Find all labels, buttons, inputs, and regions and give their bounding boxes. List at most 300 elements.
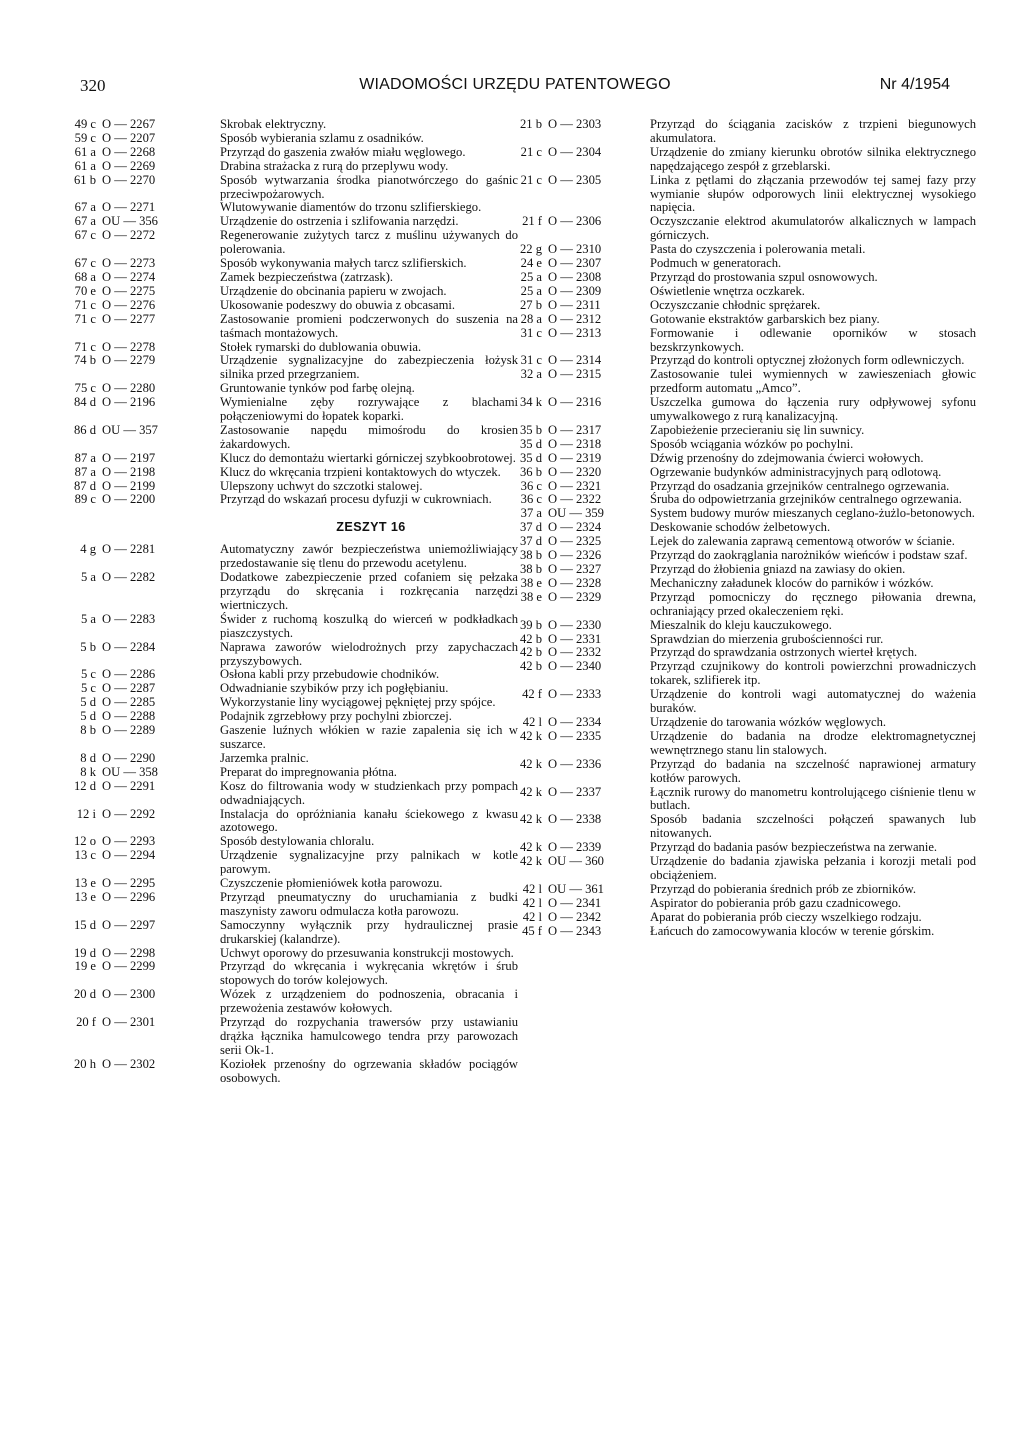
patent-code: O — 2324	[548, 520, 602, 535]
patent-description: Regenerowanie zużytych tarcz z muślinu używanych do polerowania.	[220, 228, 518, 257]
patent-entry	[512, 396, 980, 424]
patent-class: 35 d	[519, 450, 542, 465]
patent-class: 32 a	[520, 367, 542, 382]
entry-number	[52, 215, 220, 229]
patent-description: Urządzenie sygnalizacyjne przy palnikach w kotle parowym.	[220, 848, 518, 877]
patent-code: O — 2289	[102, 723, 156, 738]
patent-class: 5 b	[80, 639, 96, 654]
patent-class: 42 k	[519, 784, 542, 799]
patent-entry	[512, 633, 980, 647]
patent-description: Wykorzystanie liny wyciągowej pękniętej przy spójce.	[220, 695, 496, 710]
entry-number	[52, 313, 220, 327]
patent-class: 84 d	[73, 395, 96, 410]
patent-code: OU — 358	[102, 764, 158, 779]
patent-entry	[512, 758, 980, 786]
patent-entry	[52, 146, 522, 160]
patent-code: O — 2304	[548, 144, 602, 159]
entry-number	[512, 299, 650, 313]
patent-description: Uszczelka gumowa do łączenia rury odpływowej syfonu umywalkowego z rurą kanalizacyjną.	[650, 395, 976, 424]
patent-class: 42 b	[519, 645, 542, 660]
patent-description: Łącznik rurowy do manometru kontrolującego ciśnienie tlenu w butlach.	[650, 784, 976, 813]
patent-class: 13 c	[74, 848, 96, 863]
patent-entry	[512, 716, 980, 730]
patent-entry	[512, 897, 980, 911]
patent-code: O — 2340	[548, 659, 602, 674]
patent-entry	[52, 988, 522, 1016]
patent-class: 37 d	[519, 520, 542, 535]
patent-class: 34 k	[519, 395, 542, 410]
patent-description: Przyrząd do badania na szczelność naprawionej armatury kotłów parowych.	[650, 756, 976, 785]
entry-number	[52, 271, 220, 285]
patent-description: Urządzenie do ostrzenia i szlifowania narzędzi.	[220, 214, 459, 229]
patent-code: O — 2326	[548, 548, 602, 563]
patent-class: 38 b	[519, 562, 542, 576]
patent-code: O — 2294	[102, 848, 156, 863]
patent-class: 20 d	[73, 987, 96, 1002]
entry-number	[52, 752, 220, 766]
entry-number	[52, 849, 220, 863]
patent-class: 5 c	[80, 681, 96, 696]
patent-entry	[52, 466, 522, 480]
patent-class: 42 b	[519, 631, 542, 646]
patent-code: O — 2287	[102, 681, 156, 696]
patent-description: Oświetlenie wnętrza oczkarek.	[650, 283, 805, 298]
entry-number	[52, 543, 220, 557]
patent-entry	[52, 493, 522, 507]
patent-class: 36 c	[520, 492, 542, 507]
entry-number	[512, 535, 650, 549]
patent-description: Aparat do pobierania prób cieczy wszelkiego rodzaju.	[650, 909, 922, 924]
entry-number	[52, 988, 220, 1002]
entry-number	[512, 577, 650, 591]
entry-number	[512, 591, 650, 605]
entry-number	[52, 452, 220, 466]
patent-code: O — 2342	[548, 909, 602, 924]
entry-number	[512, 271, 650, 285]
entry-number	[512, 813, 650, 827]
patent-description: Naprawa zaworów wielodrożnych przy zapychaczach przyszybowych.	[220, 639, 518, 668]
patent-code: O — 2339	[548, 840, 602, 855]
patent-code: O — 2280	[102, 381, 156, 396]
patent-description: Wózek z urządzeniem do podnoszenia, obracania i przewożenia zestawów kołowych.	[220, 987, 518, 1016]
patent-entry	[512, 730, 980, 758]
patent-description: Drabina strażacka z rurą do przeplywu wody.	[220, 158, 449, 173]
patent-description: Kosz do filtrowania wody w studzienkach przy pompach odwadniających.	[220, 778, 518, 807]
entry-number	[52, 480, 220, 494]
patent-description: Przyrząd czujnikowy do kontroli powierzchni prowadniczych tokarek, szlifierek itp.	[650, 659, 976, 688]
left-column	[52, 118, 522, 1086]
entry-number	[52, 613, 220, 627]
left-entries-list	[52, 118, 522, 507]
patent-class: 42 k	[519, 812, 542, 827]
patent-code: O — 2335	[548, 728, 602, 743]
patent-class: 42 l	[522, 714, 542, 729]
patent-class: 74 b	[73, 353, 96, 368]
patent-description: Zastosowanie napędu mimośrodu do krosien żakardowych.	[220, 422, 518, 451]
patent-class: 31 c	[520, 353, 542, 368]
entry-number	[52, 947, 220, 961]
entry-number	[52, 382, 220, 396]
patent-description: Gruntowanie tynków pod farbę olejną.	[220, 381, 415, 396]
patent-description: Przyrząd do żłobienia gniazd na zawiasy do okien.	[650, 562, 906, 576]
section-heading: ZESZYT 16	[336, 520, 406, 535]
patent-code: O — 2301	[102, 1015, 156, 1030]
entry-number	[52, 118, 220, 132]
patent-entry	[52, 668, 522, 682]
patent-class: 42 l	[522, 909, 542, 924]
entry-number	[52, 1016, 220, 1030]
patent-class: 25 a	[520, 269, 542, 284]
patent-entry	[52, 724, 522, 752]
entry-number	[512, 493, 650, 507]
patent-class: 42 k	[519, 854, 542, 869]
patent-description: Oczyszczanie elektrod akumulatorów alkalicznych w lampach górniczych.	[650, 214, 976, 243]
patent-description: Przyrząd do kontroli optycznej złożonych form odlewniczych.	[650, 353, 965, 368]
entry-number	[52, 424, 220, 438]
patent-class: 36 c	[520, 478, 542, 493]
patent-class: 71 c	[74, 339, 96, 354]
patent-code: O — 2319	[548, 450, 602, 465]
entry-number	[512, 521, 650, 535]
patent-class: 42 l	[522, 895, 542, 910]
patent-description: Podmuch w generatorach.	[650, 256, 782, 271]
patent-class: 68 a	[74, 269, 96, 284]
patent-class: 13 e	[74, 889, 96, 904]
patent-description: Samoczynny wyłącznik przy hydraulicznej prasie drukarskiej (kalandrze).	[220, 917, 518, 946]
patent-code: O — 2334	[548, 714, 602, 729]
patent-description: Sposób destylowania chloralu.	[220, 834, 375, 849]
entry-number	[512, 911, 650, 925]
entry-number	[52, 285, 220, 299]
patent-code: O — 2199	[102, 478, 156, 493]
patent-class: 13 e	[74, 876, 96, 891]
entry-number	[52, 354, 220, 368]
patent-code: O — 2298	[102, 945, 156, 960]
patent-code: O — 2303	[548, 117, 602, 131]
patent-entry	[512, 215, 980, 243]
patent-class: 5 a	[80, 611, 96, 626]
patent-entry	[512, 925, 980, 939]
patent-description: Podajnik zgrzebłowy przy pochylni zbiorczej.	[220, 709, 452, 724]
patent-description: Uchwyt oporowy do przesuwania konstrukcji mostowych.	[220, 945, 514, 960]
patent-class: 15 d	[73, 917, 96, 932]
patent-entry	[512, 354, 980, 368]
patent-entry	[512, 521, 980, 535]
entry-number	[512, 688, 650, 702]
entry-number	[512, 174, 650, 188]
patent-code: O — 2200	[102, 492, 156, 507]
patent-entry	[512, 549, 980, 563]
patent-class: 38 b	[519, 548, 542, 563]
entry-number	[512, 619, 650, 633]
entry-number	[512, 327, 650, 341]
entry-number	[52, 146, 220, 160]
entry-number	[52, 808, 220, 822]
patent-entry	[512, 591, 980, 619]
patent-description: Przyrząd do osadzania grzejników centralnego ogrzewania.	[650, 478, 950, 493]
patent-code: O — 2313	[548, 325, 602, 340]
patent-entry	[52, 891, 522, 919]
patent-class: 42 k	[519, 756, 542, 771]
patent-description: Urządzenie do badania na drodze elektromagnetycznej wewnętrznego stanu lin stalowych.	[650, 728, 976, 757]
patent-class: 28 a	[520, 311, 542, 326]
patent-entry	[52, 1016, 522, 1058]
patent-description: Śruba do odpowietrzania grzejników centralnego ogrzewania.	[650, 492, 962, 507]
entry-number	[52, 493, 220, 507]
patent-class: 42 b	[519, 659, 542, 674]
patent-code: O — 2296	[102, 889, 156, 904]
patent-description: Zapobieżenie przecieraniu się lin suwnicy.	[650, 422, 865, 437]
patent-entry	[52, 543, 522, 571]
patent-description: Przyrząd do badania pasów bezpieczeństwa na zerwanie.	[650, 840, 938, 855]
patent-description: Sprawdzian do mierzenia grubościenności rur.	[650, 631, 884, 646]
patent-entry	[512, 438, 980, 452]
patent-class: 37 a	[520, 506, 542, 521]
patent-code: O — 2276	[102, 297, 156, 312]
patent-class: 38 e	[520, 575, 542, 590]
patent-description: Aspirator do pobierania prób gazu czadnicowego.	[650, 895, 902, 910]
patent-entry	[52, 480, 522, 494]
patent-entry	[52, 613, 522, 641]
patent-code: O — 2320	[548, 464, 602, 479]
patent-entry	[512, 883, 980, 897]
entry-number	[512, 466, 650, 480]
patent-code: O — 2277	[102, 311, 156, 326]
entry-number	[512, 730, 650, 744]
patent-description: Zastosowanie promieni podczerwonych do suszenia na taśmach montażowych.	[220, 311, 518, 340]
patent-code: O — 2327	[548, 562, 602, 576]
patent-code: O — 2267	[102, 117, 156, 131]
patent-class: 36 b	[519, 464, 542, 479]
entry-number	[512, 480, 650, 494]
patent-entry	[52, 710, 522, 724]
entry-number	[512, 855, 650, 869]
patent-code: OU — 356	[102, 214, 158, 229]
patent-code: O — 2317	[548, 422, 602, 437]
issue-number: Nr 4/1954	[879, 76, 950, 93]
patent-entry	[512, 688, 980, 716]
patent-class: 61 a	[74, 144, 96, 159]
entry-number	[52, 919, 220, 933]
patent-code: O — 2314	[548, 353, 602, 368]
patent-entry	[512, 424, 980, 438]
patent-description: Przyrząd do sprawdzania ostrzonych wierteł krętych.	[650, 645, 918, 660]
entry-number	[52, 160, 220, 174]
patent-code: O — 2275	[102, 283, 156, 298]
patent-entry	[512, 285, 980, 299]
entry-number	[52, 960, 220, 974]
patent-description: Urządzenie do badania zjawiska pełzania i korozji metali pod obciążeniem.	[650, 854, 976, 882]
patent-entry	[512, 619, 980, 633]
patent-code: O — 2282	[102, 570, 156, 585]
entry-number	[512, 883, 650, 897]
patent-description: Ogrzewanie budynków administracyjnych parą odlotową.	[650, 464, 942, 479]
patent-class: 67 a	[74, 214, 96, 229]
patent-class: 89 c	[74, 492, 96, 507]
patent-code: O — 2284	[102, 639, 156, 654]
patent-description: Sposób wciągania wózków po pochylni.	[650, 436, 854, 451]
patent-entry	[512, 146, 980, 174]
patent-entry	[512, 493, 980, 507]
entry-number	[512, 146, 650, 160]
entry-number	[512, 646, 650, 660]
entry-number	[52, 696, 220, 710]
patent-class: 5 d	[80, 695, 96, 710]
patent-description: Lejek do zalewania zaprawą cementową otworów w ścianie.	[650, 534, 955, 549]
entry-number	[512, 633, 650, 647]
patent-class: 45 f	[522, 923, 542, 938]
entry-number	[52, 877, 220, 891]
patent-entry	[52, 215, 522, 229]
patent-code: O — 2302	[102, 1056, 156, 1071]
patent-entry	[512, 313, 980, 327]
patent-code: O — 2338	[548, 812, 602, 827]
patent-description: Sposób wykonywania małych tarcz szlifierskich.	[220, 256, 467, 271]
patent-class: 25 a	[520, 283, 542, 298]
patent-code: OU — 360	[548, 854, 604, 869]
patent-code: O — 2279	[102, 353, 156, 368]
patent-class: 31 c	[520, 325, 542, 340]
patent-entry	[52, 271, 522, 285]
patent-code: O — 2305	[548, 172, 602, 187]
patent-description: Odwadnianie szybików przy ich pogłębianiu.	[220, 681, 449, 696]
patent-class: 67 a	[74, 200, 96, 215]
patent-description: Przyrząd pomocniczy do ręcznego piłowania drewna, ochraniający przed okaleczeniem ręki.	[650, 589, 976, 618]
patent-code: O — 2286	[102, 667, 156, 682]
patent-description: Ukosowanie podeszwy do obuwia z obcasami.	[220, 297, 456, 312]
patent-description: Przyrząd do pobierania średnich prób ze zbiorników.	[650, 881, 917, 896]
patent-description: Stołek rymarski do dublowania obuwia.	[220, 339, 422, 354]
entry-number	[512, 438, 650, 452]
patent-class: 24 e	[520, 256, 542, 271]
patent-entry	[52, 382, 522, 396]
entry-number	[512, 285, 650, 299]
patent-description: Dodatkowe zabezpieczenie przed cofaniem się pełzaka przyrządu do skręcania i rozkręcania narzędzi wiertniczych.	[220, 570, 518, 612]
patent-description: Przyrząd do gaszenia zwałów miału węglowego.	[220, 144, 466, 159]
patent-entry	[512, 368, 980, 396]
patent-code: O — 2318	[548, 436, 602, 451]
entry-number	[52, 1058, 220, 1072]
entry-number	[512, 897, 650, 911]
patent-entry	[512, 535, 980, 549]
patent-code: O — 2315	[548, 367, 602, 382]
entry-number	[512, 215, 650, 229]
patent-code: O — 2281	[102, 542, 156, 557]
patent-class: 20 f	[76, 1015, 96, 1030]
patent-code: O — 2341	[548, 895, 602, 910]
patent-entry	[52, 641, 522, 669]
patent-class: 42 l	[522, 881, 542, 896]
patent-code: O — 2198	[102, 464, 156, 479]
patent-class: 75 c	[74, 381, 96, 396]
patent-entry	[52, 424, 522, 452]
patent-code: O — 2343	[548, 923, 602, 938]
patent-entry	[512, 577, 980, 591]
patent-description: Sposób wytwarzania środka pianotwórczego do gaśnic przeciwpożarowych.	[220, 172, 518, 201]
patent-entry	[52, 396, 522, 424]
patent-description: Świder z ruchomą koszulką do wierceń w podkładkach piaszczystych.	[220, 611, 518, 640]
patent-class: 5 d	[80, 709, 96, 724]
patent-entry	[52, 132, 522, 146]
patent-class: 8 d	[80, 750, 96, 765]
patent-code: O — 2293	[102, 834, 156, 849]
patent-class: 86 d	[73, 422, 96, 437]
entry-number	[512, 758, 650, 772]
entry-number	[512, 243, 650, 257]
patent-entry	[512, 452, 980, 466]
patent-class: 22 g	[519, 242, 542, 257]
patent-class: 12 o	[73, 834, 96, 849]
patent-class: 70 e	[74, 283, 96, 298]
patent-entry	[52, 354, 522, 382]
patent-description: Preparat do impregnowania płótna.	[220, 764, 397, 779]
patent-code: O — 2329	[548, 589, 602, 604]
entry-number	[512, 368, 650, 382]
patent-class: 42 k	[519, 840, 542, 855]
entry-number	[512, 716, 650, 730]
patent-entry	[52, 780, 522, 808]
patent-description: Ulepszony uchwyt do szczotki stalowej.	[220, 478, 423, 493]
patent-description: Przyrząd do wkręcania i wykręcania wkrętów i śrub stopowych do torów kolejowych.	[220, 959, 518, 988]
patent-description: Mechaniczny załadunek kloców do parników i wózków.	[650, 575, 934, 590]
patent-description: Urządzenie sygnalizacyjne do zabezpieczenia łożysk silnika przed przegrzaniem.	[220, 353, 518, 382]
patent-code: O — 2333	[548, 687, 602, 702]
patent-class: 59 c	[74, 130, 96, 145]
entry-number	[52, 201, 220, 215]
patent-class: 21 b	[519, 117, 542, 131]
entry-number	[52, 710, 220, 724]
patent-code: O — 2332	[548, 645, 602, 660]
patent-class: 35 b	[519, 422, 542, 437]
patent-class: 61 a	[74, 158, 96, 173]
patent-class: 87 a	[74, 450, 96, 465]
patent-entry	[52, 1058, 522, 1086]
patent-entry	[512, 243, 980, 257]
patent-entry	[52, 341, 522, 355]
patent-code: O — 2310	[548, 242, 602, 257]
entry-number	[512, 786, 650, 800]
patent-description: Sposób badania szczelności połączeń spawanych lub nitowanych.	[650, 812, 976, 841]
patent-code: O — 2278	[102, 339, 156, 354]
patent-code: O — 2325	[548, 534, 602, 549]
patent-code: O — 2283	[102, 611, 156, 626]
patent-class: 71 c	[74, 297, 96, 312]
patent-description: Wlutowywanie diamentów do trzonu szlifierskiego.	[220, 200, 482, 215]
journal-title: WIADOMOŚCI URZĘDU PATENTOWEGO	[359, 76, 671, 93]
patent-description: Gaszenie luźnych włókien w razie zapalenia się ich w suszarce.	[220, 723, 518, 751]
patent-entry	[512, 855, 980, 883]
patent-entry	[52, 299, 522, 313]
patent-code: O — 2307	[548, 256, 602, 271]
patent-class: 37 d	[519, 534, 542, 549]
patent-code: O — 2271	[102, 200, 156, 215]
patent-description: Osłona kabli przy przebudowie chodników.	[220, 667, 440, 682]
patent-entry	[52, 919, 522, 947]
entry-number	[512, 257, 650, 271]
patent-code: O — 2272	[102, 228, 156, 243]
left-entries-list-zeszyt	[52, 543, 522, 1085]
patent-entry	[52, 682, 522, 696]
patent-description: Wymienialne zęby rozrywające z blachami połączeniowymi do łopatek koparki.	[220, 395, 518, 424]
entry-number	[512, 118, 650, 132]
patent-description: Linka z pętlami do złączania przewodów tej samej fazy przy wymianie słupów odporowych linii elektrycznej wysokiego napięcia.	[650, 172, 976, 215]
patent-code: O — 2300	[102, 987, 156, 1002]
patent-code: O — 2331	[548, 631, 602, 646]
patent-code: OU — 357	[102, 422, 158, 437]
entry-number	[52, 724, 220, 738]
patent-code: O — 2311	[548, 297, 601, 312]
entry-number	[52, 257, 220, 271]
